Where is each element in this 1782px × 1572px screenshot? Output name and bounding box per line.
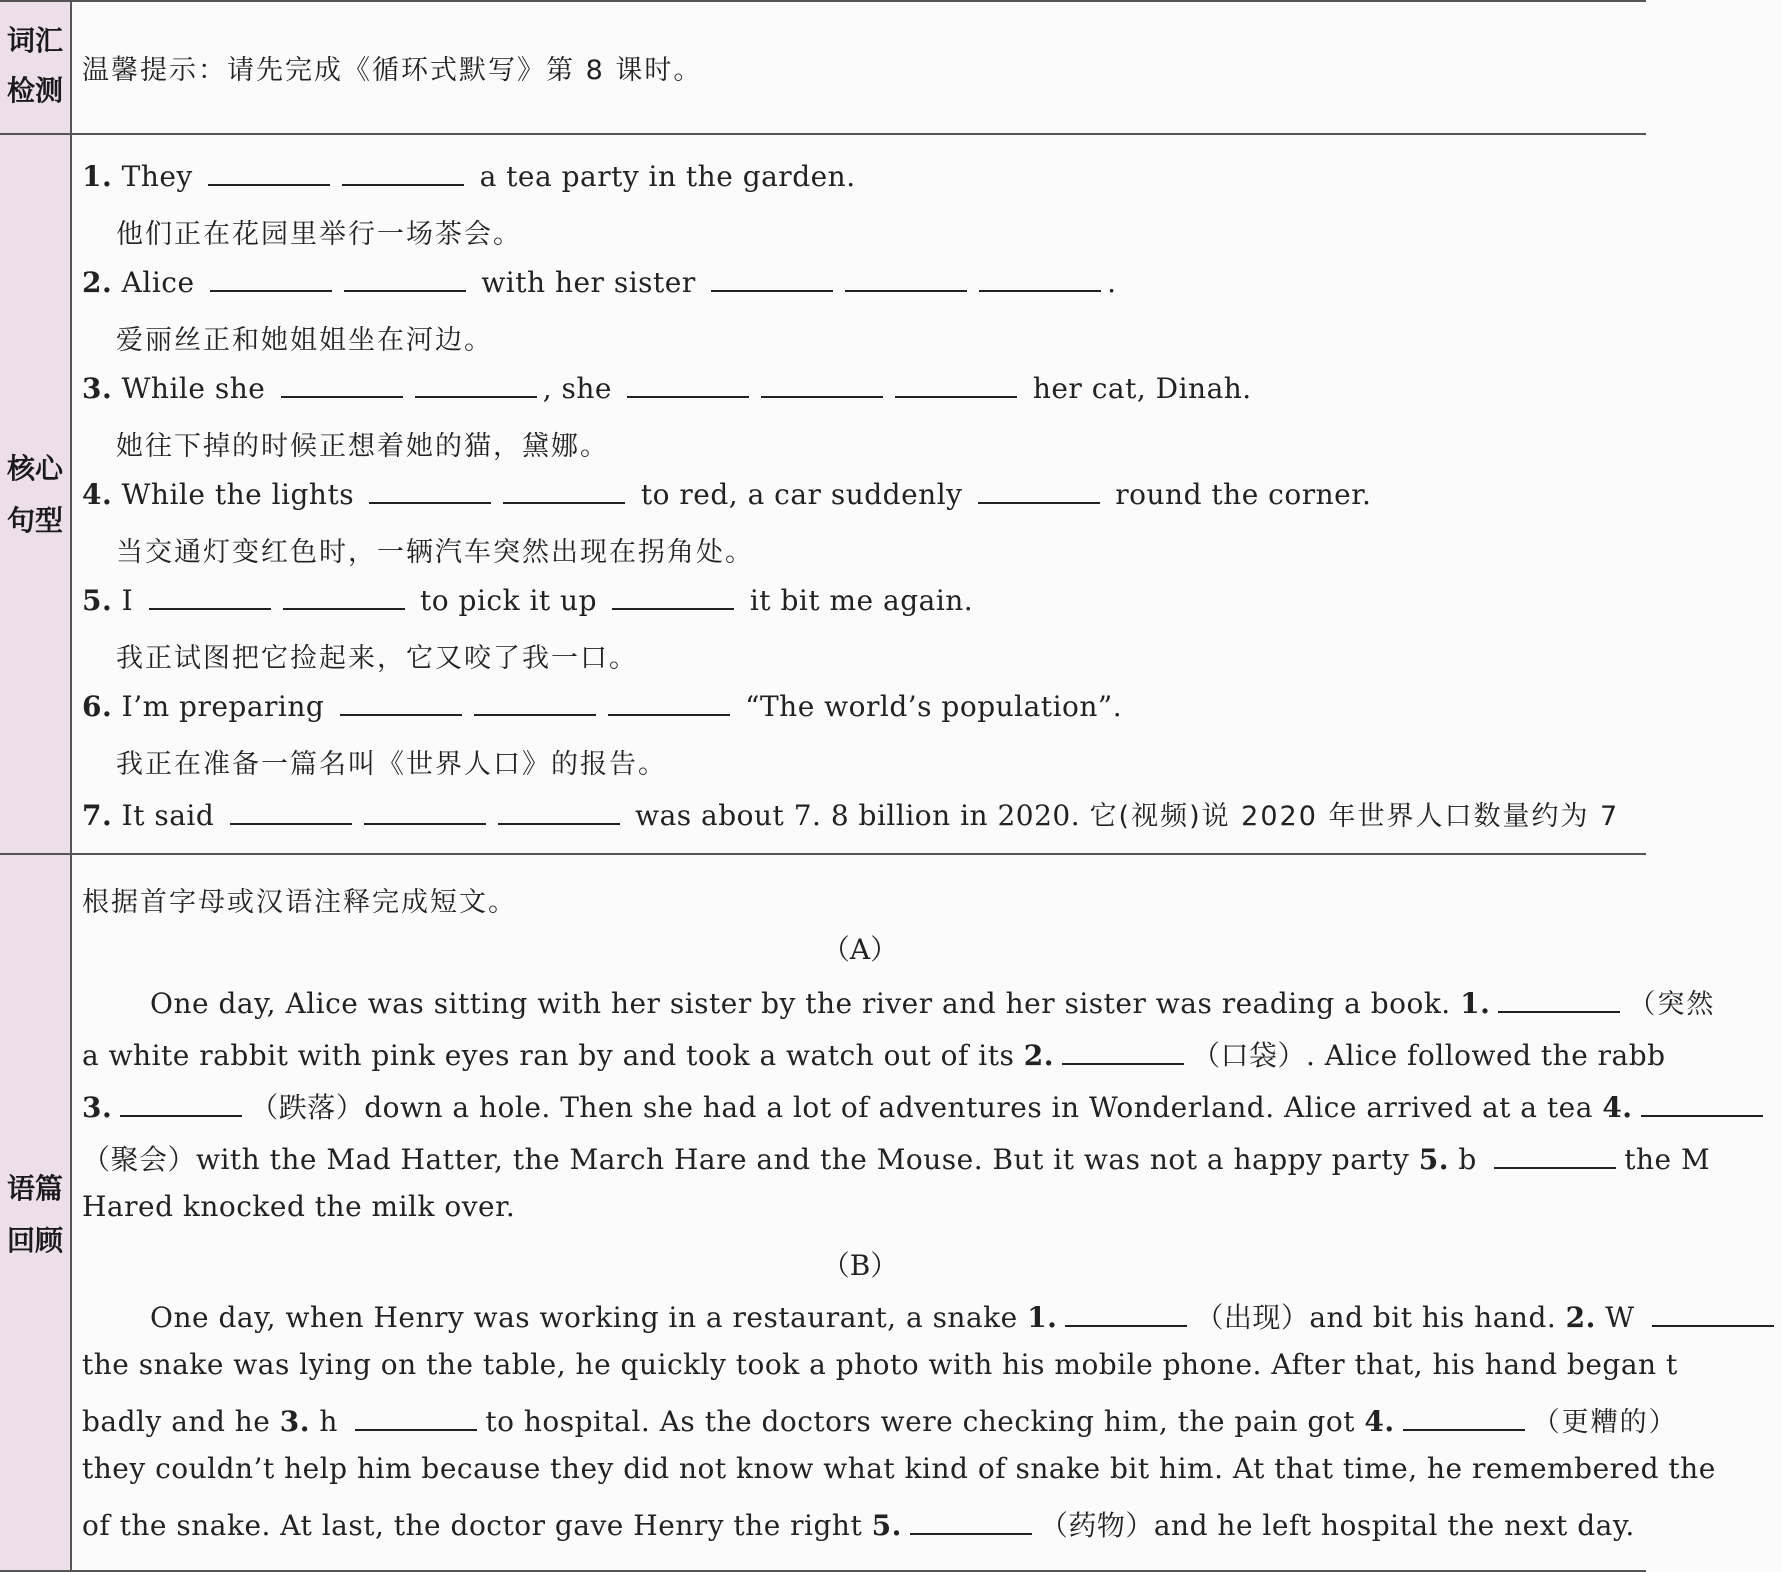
passage-text: to hospital. As the doctors were checking him, the pain got (485, 1405, 1365, 1438)
passage-a-title: （A） (821, 933, 899, 966)
review-label-2: 回顾 (6, 1224, 63, 1257)
blank[interactable] (369, 476, 491, 504)
passage-text: （口袋）. Alice followed the rabb (1191, 1039, 1666, 1072)
sentence-number: 1. (82, 160, 113, 193)
blank[interactable] (474, 688, 596, 716)
passage-b-line-1 (150, 1296, 1782, 1336)
blank[interactable] (340, 688, 462, 716)
blank[interactable] (1403, 1403, 1525, 1431)
sentence-text: While the lights (121, 478, 355, 511)
sentence-text: While she (121, 372, 266, 405)
blank[interactable] (283, 582, 405, 610)
sentence-number: 7. (82, 799, 113, 832)
passage-a-line-3 (82, 1086, 1771, 1126)
blank[interactable] (979, 264, 1101, 292)
passage-text: （出现）and bit his hand. (1195, 1301, 1566, 1334)
sentence-text: her cat, Dinah. (1032, 372, 1252, 405)
sentence-number: 6. (82, 690, 113, 723)
sentence-text: , she (542, 372, 612, 405)
passage-b-line-3 (82, 1400, 1678, 1439)
passage-a-line-5: Hared knocked the milk over. (82, 1190, 516, 1223)
sentence-text: Alice (121, 266, 195, 299)
blank-number: 2. (1565, 1301, 1596, 1334)
blank[interactable] (845, 264, 967, 292)
blank[interactable] (208, 158, 330, 186)
sentence-1-translation: 他们正在花园里举行一场茶会。 (116, 219, 522, 250)
blank[interactable] (1641, 1089, 1763, 1117)
blank[interactable] (415, 370, 537, 398)
sentence-text: with her sister (481, 266, 696, 299)
divider (0, 853, 1646, 855)
section-vocab-tab (0, 0, 72, 134)
passage-text: h (310, 1405, 348, 1438)
passage-text: a white rabbit with pink eyes ran by and took a watch out of its (82, 1039, 1024, 1072)
blank[interactable] (342, 158, 464, 186)
sentence-3-translation: 她往下掉的时候正想着她的猫，黛娜。 (116, 431, 609, 462)
blank[interactable] (1652, 1299, 1774, 1327)
passage-text: （药物）and he left hospital the next day. (1039, 1509, 1635, 1542)
sentence-7 (82, 794, 1619, 833)
sentence-text: round the corner. (1115, 478, 1372, 511)
passage-text: One day, when Henry was working in a restaurant, a snake (150, 1301, 1028, 1334)
sentence-text: . (1107, 266, 1117, 299)
tip-text: 温馨提示：请先完成《循环式默写》第 8 课时。 (82, 55, 703, 86)
sentence-4-translation: 当交通灯变红色时，一辆汽车突然出现在拐角处。 (116, 537, 754, 568)
sentence-1 (82, 158, 856, 193)
passage-hint: （更糟的） (1532, 1407, 1678, 1438)
passage-text: the M (1624, 1143, 1711, 1176)
sentence-number: 3. (82, 372, 113, 405)
sentence-text: They (121, 160, 193, 193)
sentence-text: I’m preparing (121, 690, 325, 723)
sentence-4 (82, 476, 1371, 511)
sentence-number: 5. (82, 584, 113, 617)
section-core-tab (0, 134, 72, 854)
blank[interactable] (612, 582, 734, 610)
passage-text: W (1595, 1301, 1644, 1334)
blank-number: 1. (1027, 1301, 1058, 1334)
blank[interactable] (344, 264, 466, 292)
passage-a-line-2 (82, 1034, 1666, 1074)
sentence-3 (82, 370, 1252, 405)
sentence-7-translation: 它(视频)说 2020 年世界人口数量约为 7 (1089, 801, 1620, 832)
blank[interactable] (895, 370, 1017, 398)
blank-number: 4. (1364, 1405, 1395, 1438)
blank-number: 4. (1602, 1091, 1633, 1124)
blank-number: 3. (82, 1091, 113, 1124)
vocab-label-1: 词汇 (6, 24, 63, 57)
sentence-5-translation: 我正试图把它捡起来，它又咬了我一口。 (116, 643, 638, 674)
blank-number: 5. (1418, 1143, 1449, 1176)
sentence-text: a tea party in the garden. (479, 160, 856, 193)
blank[interactable] (120, 1089, 242, 1117)
core-label-2: 句型 (6, 504, 63, 537)
passage-text: （聚会）with the Mad Hatter, the March Hare and the Mouse. But it was not a happy party (82, 1143, 1419, 1176)
passage-text: b (1448, 1143, 1487, 1176)
sentence-text: “The world’s population”. (745, 690, 1123, 723)
passage-a-line-4 (82, 1138, 1710, 1178)
blank[interactable] (364, 797, 486, 825)
divider (0, 0, 1646, 2)
passage-hint: （突然 (1628, 989, 1716, 1020)
blank[interactable] (149, 582, 271, 610)
blank-number: 1. (1460, 987, 1491, 1020)
sentence-number: 2. (82, 266, 113, 299)
core-label-1: 核心 (6, 452, 63, 485)
blank[interactable] (978, 476, 1100, 504)
passage-text: （跌落）down a hole. Then she had a lot of adventures in Wonderland. Alice arrived at a tea (250, 1091, 1603, 1124)
blank[interactable] (210, 264, 332, 292)
review-instruction: 根据首字母或汉语注释完成短文。 (82, 887, 517, 918)
sentence-2 (82, 264, 1117, 299)
blank[interactable] (281, 370, 403, 398)
blank[interactable] (1494, 1141, 1616, 1169)
blank[interactable] (627, 370, 749, 398)
blank[interactable] (1065, 1299, 1187, 1327)
passage-text: One day, Alice was sitting with her sister by the river and her sister was reading a book. (150, 987, 1461, 1020)
blank-number: 3. (279, 1405, 311, 1438)
sentence-text: to red, a car suddenly (640, 478, 963, 511)
passage-a-line-1 (150, 982, 1715, 1021)
blank[interactable] (1498, 985, 1620, 1013)
review-label-1: 语篇 (6, 1172, 63, 1205)
blank[interactable] (503, 476, 625, 504)
passage-b-title: （B） (821, 1249, 899, 1282)
sentence-text: I (121, 584, 134, 617)
sentence-2-translation: 爱丽丝正和她姐姐坐在河边。 (116, 325, 493, 356)
passage-b-line-5 (82, 1504, 1635, 1544)
passage-text: badly and he (82, 1405, 280, 1438)
sentence-6 (82, 688, 1122, 723)
passage-b-line-2: the snake was lying on the table, he quickly took a photo with his mobile phone. After that, his hand began t (82, 1348, 1678, 1381)
blank[interactable] (910, 1507, 1032, 1535)
blank-number: 2. (1023, 1039, 1054, 1072)
blank-number: 5. (871, 1509, 902, 1542)
vocab-label-2: 检测 (6, 74, 63, 107)
blank[interactable] (761, 370, 883, 398)
blank[interactable] (498, 797, 620, 825)
sentence-5 (82, 582, 973, 617)
blank[interactable] (1062, 1037, 1184, 1065)
divider (0, 133, 1646, 135)
sentence-6-translation: 我正在准备一篇名叫《世界人口》的报告。 (116, 749, 667, 780)
sentence-text: was about 7. 8 billion in 2020. (635, 799, 1081, 832)
sentence-number: 4. (82, 478, 113, 511)
blank[interactable] (355, 1403, 477, 1431)
blank[interactable] (230, 797, 352, 825)
sentence-text: to pick it up (420, 584, 598, 617)
blank[interactable] (608, 688, 730, 716)
sentence-text: it bit me again. (749, 584, 974, 617)
sentence-text: It said (121, 799, 215, 832)
passage-b-line-4: they couldn’t help him because they did not know what kind of snake bit him. At that time, he remembered the (82, 1452, 1716, 1485)
passage-text: of the snake. At last, the doctor gave Henry the right (82, 1509, 872, 1542)
blank[interactable] (711, 264, 833, 292)
